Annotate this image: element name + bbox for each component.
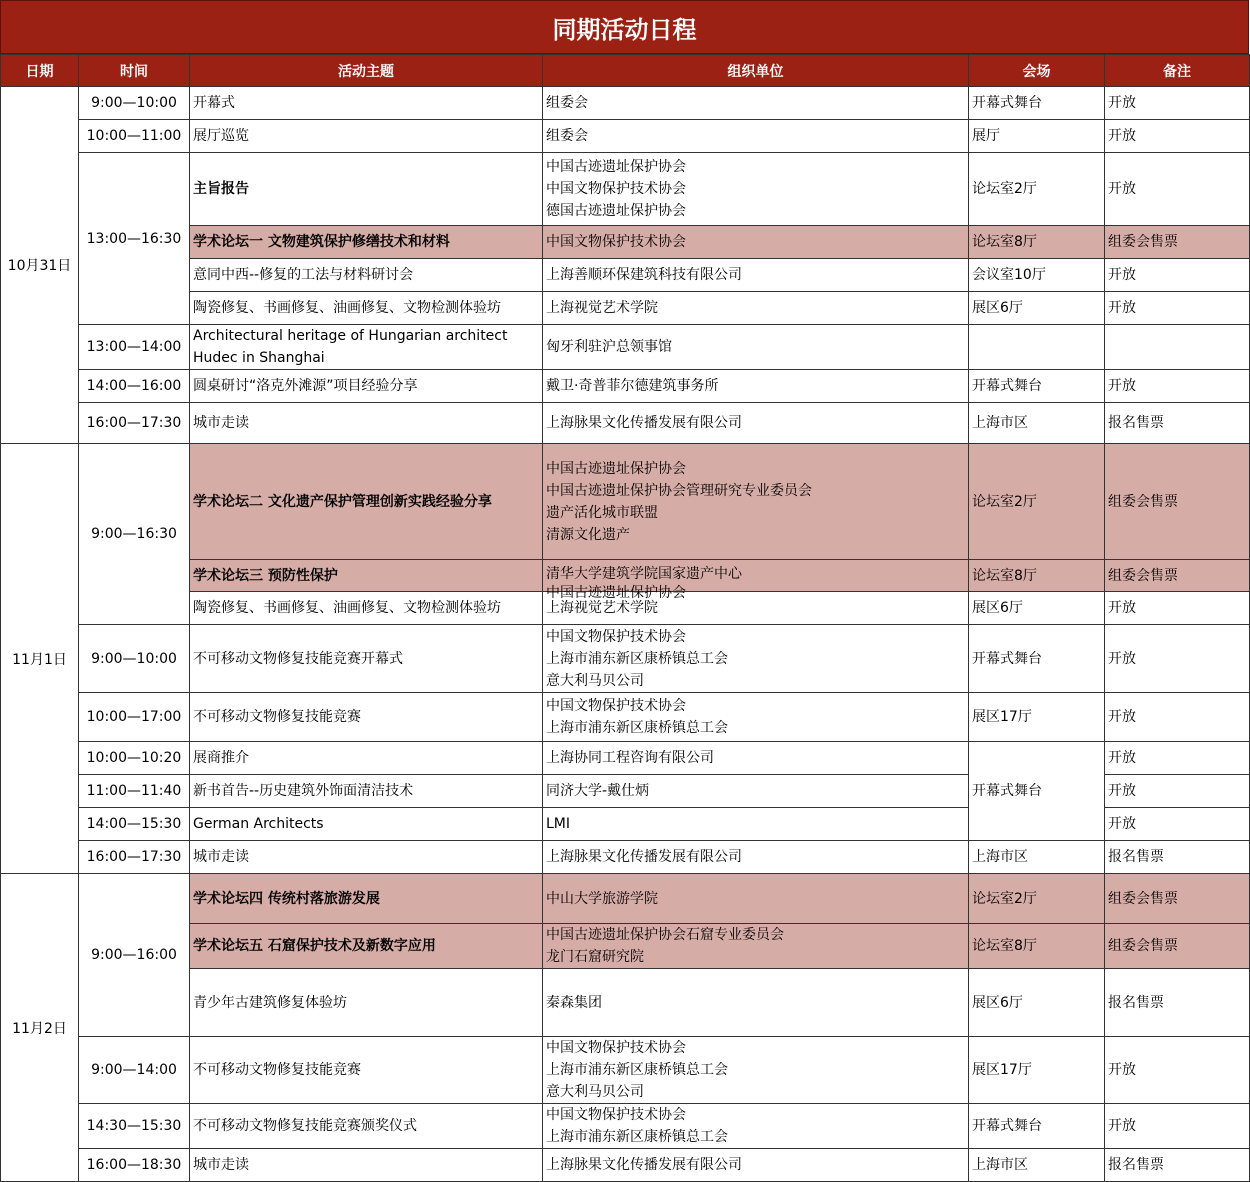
topic-cell: 学术论坛一 文物建筑保护修缮技术和材料 (190, 226, 543, 259)
organizer-cell (543, 444, 969, 560)
venue-cell (969, 325, 1105, 370)
organizer-cell (543, 87, 969, 120)
time-cell: 10:00—10:20 (79, 742, 190, 775)
note-cell: 开放 (1105, 625, 1250, 693)
note-cell: 开放 (1105, 592, 1250, 625)
organizer-line: 中国古迹遗址保护协会 (546, 584, 686, 601)
organizer-cell (543, 874, 969, 924)
organizer-line: 秦森集团 (546, 994, 602, 1011)
time-cell: 16:00—17:30 (79, 403, 190, 444)
note-cell: 开放 (1105, 1037, 1250, 1104)
organizer-line: 清华大学建筑学院国家遗产中心 (546, 565, 742, 582)
organizer-line: 同济大学-戴仕炳 (546, 783, 650, 799)
note-cell: 报名售票 (1105, 403, 1250, 444)
date-cell: 11月1日 (1, 444, 79, 874)
organizer-line: 上海市浦东新区康桥镇总工会 (546, 720, 728, 736)
topic-cell: German Architects (190, 808, 543, 841)
note-cell: 开放 (1105, 259, 1250, 292)
table-row (1, 693, 1250, 742)
venue-cell: 会议室10厅 (969, 259, 1105, 292)
date-cell: 10月31日 (1, 87, 79, 444)
organizer-cell (543, 120, 969, 153)
table-row (1, 742, 1250, 775)
organizer-line: 戴卫·奇普菲尔德建筑事务所 (546, 378, 719, 394)
time-cell: 9:00—16:00 (79, 874, 190, 1037)
organizer-line: 中国文物保护技术协会 (546, 1107, 686, 1123)
venue-cell: 展区17厅 (969, 1037, 1105, 1104)
note-cell: 组委会售票 (1105, 226, 1250, 259)
organizer-line: 中国古迹遗址保护协会 (546, 460, 686, 477)
note-cell: 组委会售票 (1105, 560, 1250, 592)
venue-cell: 开幕式舞台 (969, 742, 1105, 841)
organizer-line: 上海协同工程咨询有限公司 (546, 750, 714, 766)
organizer-cell (543, 924, 969, 969)
time-cell: 16:00—18:30 (79, 1149, 190, 1182)
organizer-line: 上海脉果文化传播发展有限公司 (546, 415, 742, 431)
note-cell: 组委会售票 (1105, 874, 1250, 924)
header-note: 备注 (1105, 55, 1250, 87)
table-row (1, 87, 1250, 120)
header-venue: 会场 (969, 55, 1105, 87)
organizer-line: 上海市浦东新区康桥镇总工会 (546, 1062, 728, 1078)
topic-cell: 城市走读 (190, 841, 543, 874)
note-cell: 开放 (1105, 775, 1250, 808)
venue-cell: 开幕式舞台 (969, 1104, 1105, 1149)
organizer-cell (543, 292, 969, 325)
organizer-cell (543, 1037, 969, 1104)
topic-cell: 学术论坛二 文化遗产保护管理创新实践经验分享 (190, 444, 543, 560)
table-row (1, 325, 1250, 370)
time-cell: 14:00—15:30 (79, 808, 190, 841)
note-cell: 开放 (1105, 693, 1250, 742)
topic-cell: 不可移动文物修复技能竞赛颁奖仪式 (190, 1104, 543, 1149)
date-cell: 11月2日 (1, 874, 79, 1182)
organizer-line: 中国文物保护技术协会 (546, 698, 686, 714)
topic-cell: 圆桌研讨“洛克外滩源”项目经验分享 (190, 370, 543, 403)
venue-cell: 展区17厅 (969, 693, 1105, 742)
topic-cell: 城市走读 (190, 403, 543, 444)
note-cell (1105, 325, 1250, 370)
table-row (1, 1037, 1250, 1104)
venue-cell: 展区6厅 (969, 592, 1105, 625)
time-cell: 9:00—10:00 (79, 625, 190, 693)
topic-cell: 学术论坛五 石窟保护技术及新数字应用 (190, 924, 543, 969)
organizer-line: 组委会 (546, 128, 588, 144)
table-row (1, 444, 1250, 560)
organizer-line: 遗产活化城市联盟 (546, 504, 658, 521)
topic-cell: 学术论坛四 传统村落旅游发展 (190, 874, 543, 924)
topic-cell: Architectural heritage of Hungarian architect Hudec in Shanghai (190, 325, 543, 370)
organizer-line: 中国古迹遗址保护协会 (546, 159, 686, 175)
time-cell: 9:00—16:30 (79, 444, 190, 625)
topic-cell: 青少年古建筑修复体验坊 (190, 969, 543, 1037)
organizer-line: 中国文物保护技术协会 (546, 1040, 686, 1056)
time-cell: 10:00—11:00 (79, 120, 190, 153)
organizer-cell (543, 693, 969, 742)
venue-cell: 论坛室8厅 (969, 226, 1105, 259)
organizer-cell (543, 325, 969, 370)
organizer-clip (546, 565, 965, 601)
schedule-table (0, 54, 1250, 1182)
time-cell: 10:00—17:00 (79, 693, 190, 742)
time-cell: 14:30—15:30 (79, 1104, 190, 1149)
venue-cell: 论坛室2厅 (969, 153, 1105, 226)
note-cell: 组委会售票 (1105, 924, 1250, 969)
organizer-line: 匈牙利驻沪总领事馆 (546, 339, 672, 355)
table-row (1, 841, 1250, 874)
organizer-cell (543, 625, 969, 693)
venue-cell: 上海市区 (969, 403, 1105, 444)
table-row (1, 625, 1250, 693)
topic-cell: 不可移动文物修复技能竞赛 (190, 693, 543, 742)
venue-cell: 展厅 (969, 120, 1105, 153)
note-cell: 开放 (1105, 808, 1250, 841)
topic-cell: 展商推介 (190, 742, 543, 775)
organizer-line: LMI (546, 816, 571, 832)
topic-cell: 不可移动文物修复技能竞赛 (190, 1037, 543, 1104)
topic-cell: 展厅巡览 (190, 120, 543, 153)
header-time: 时间 (79, 55, 190, 87)
time-cell: 9:00—10:00 (79, 87, 190, 120)
topic-cell: 意同中西--修复的工法与材料研讨会 (190, 259, 543, 292)
organizer-cell (543, 153, 969, 226)
header-date: 日期 (1, 55, 79, 87)
note-cell: 报名售票 (1105, 969, 1250, 1037)
organizer-line: 组委会 (546, 95, 588, 111)
note-cell: 开放 (1105, 153, 1250, 226)
organizer-line: 意大利马贝公司 (546, 1084, 644, 1100)
table-row (1, 874, 1250, 924)
time-cell: 16:00—17:30 (79, 841, 190, 874)
table-row (1, 120, 1250, 153)
topic-cell: 陶瓷修复、书画修复、油画修复、文物检测体验坊 (190, 292, 543, 325)
table-row (1, 1149, 1250, 1182)
time-cell: 14:00—16:00 (79, 370, 190, 403)
venue-cell: 论坛室8厅 (969, 924, 1105, 969)
organizer-line: 上海脉果文化传播发展有限公司 (546, 849, 742, 865)
organizer-line: 中山大学旅游学院 (546, 890, 658, 907)
organizer-line: 中国文物保护技术协会 (546, 234, 686, 250)
venue-cell: 论坛室2厅 (969, 444, 1105, 560)
organizer-cell (543, 808, 969, 841)
time-cell: 11:00—11:40 (79, 775, 190, 808)
organizer-line: 上海善顺环保建筑科技有限公司 (546, 267, 742, 283)
venue-cell: 展区6厅 (969, 292, 1105, 325)
topic-cell: 新书首告--历史建筑外饰面清洁技术 (190, 775, 543, 808)
organizer-line: 上海市浦东新区康桥镇总工会 (546, 650, 728, 667)
organizer-line: 中国文物保护技术协会 (546, 628, 686, 645)
venue-cell: 展区6厅 (969, 969, 1105, 1037)
organizer-cell (543, 592, 969, 625)
header-organizer: 组织单位 (543, 55, 969, 87)
organizer-line: 清源文化遗产 (546, 526, 630, 543)
topic-cell: 学术论坛三 预防性保护 (190, 560, 543, 592)
topic-cell: 主旨报告 (190, 153, 543, 226)
note-cell: 开放 (1105, 120, 1250, 153)
note-cell: 报名售票 (1105, 1149, 1250, 1182)
table-row (1, 370, 1250, 403)
topic-cell: 城市走读 (190, 1149, 543, 1182)
organizer-cell (543, 1149, 969, 1182)
organizer-cell (543, 403, 969, 444)
page-title: 同期活动日程 (0, 0, 1249, 54)
venue-cell: 论坛室2厅 (969, 874, 1105, 924)
time-cell: 13:00—14:00 (79, 325, 190, 370)
organizer-line: 意大利马贝公司 (546, 672, 644, 689)
note-cell: 报名售票 (1105, 841, 1250, 874)
venue-cell: 开幕式舞台 (969, 370, 1105, 403)
organizer-cell (543, 969, 969, 1037)
topic-cell: 不可移动文物修复技能竞赛开幕式 (190, 625, 543, 693)
note-cell: 组委会售票 (1105, 444, 1250, 560)
organizer-cell (543, 226, 969, 259)
organizer-line: 上海脉果文化传播发展有限公司 (546, 1157, 742, 1173)
organizer-cell (543, 560, 969, 601)
organizer-line: 德国古迹遗址保护协会 (546, 203, 686, 219)
table-row (1, 153, 1250, 226)
venue-cell: 开幕式舞台 (969, 625, 1105, 693)
header-row (1, 55, 1250, 87)
topic-cell: 陶瓷修复、书画修复、油画修复、文物检测体验坊 (190, 592, 543, 625)
time-cell: 9:00—14:00 (79, 1037, 190, 1104)
organizer-line: 龙门石窟研究院 (546, 949, 644, 965)
note-cell: 开放 (1105, 292, 1250, 325)
organizer-line: 上海市浦东新区康桥镇总工会 (546, 1129, 728, 1145)
note-cell: 开放 (1105, 87, 1250, 120)
header-topic: 活动主题 (190, 55, 543, 87)
note-cell: 开放 (1105, 370, 1250, 403)
organizer-cell (543, 370, 969, 403)
organizer-cell (543, 1104, 969, 1149)
note-cell: 开放 (1105, 742, 1250, 775)
table-row (1, 1104, 1250, 1149)
note-cell: 开放 (1105, 1104, 1250, 1149)
organizer-cell (543, 742, 969, 775)
organizer-cell (543, 259, 969, 292)
time-cell: 13:00—16:30 (79, 153, 190, 325)
organizer-line: 上海视觉艺术学院 (546, 300, 658, 316)
table-row (1, 403, 1250, 444)
venue-cell: 论坛室8厅 (969, 560, 1105, 592)
venue-cell: 上海市区 (969, 841, 1105, 874)
topic-cell: 开幕式 (190, 87, 543, 120)
organizer-line: 上海视觉艺术学院 (546, 600, 658, 616)
organizer-line: 中国古迹遗址保护协会石窟专业委员会 (546, 927, 784, 943)
organizer-cell (543, 841, 969, 874)
organizer-cell (543, 775, 969, 808)
venue-cell: 开幕式舞台 (969, 87, 1105, 120)
organizer-line: 中国古迹遗址保护协会管理研究专业委员会 (546, 482, 812, 499)
venue-cell: 上海市区 (969, 1149, 1105, 1182)
organizer-line: 中国文物保护技术协会 (546, 181, 686, 197)
